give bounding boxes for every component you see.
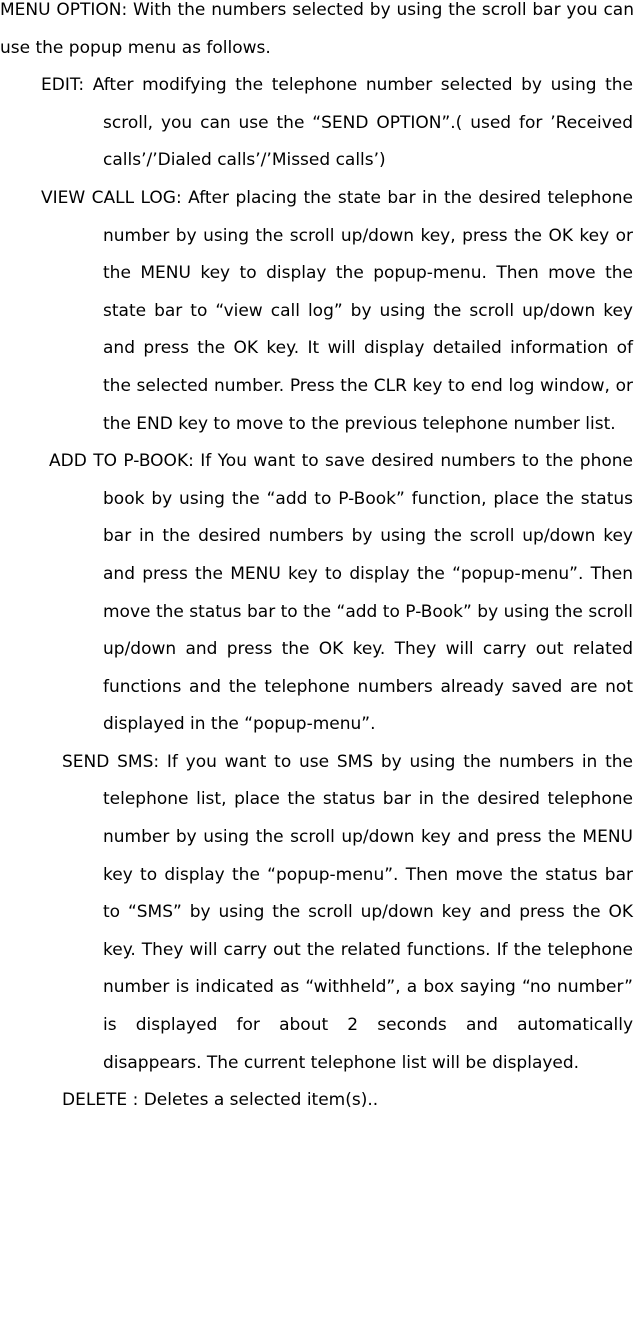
item-term-add-to-pbook: ADD TO P-BOOK: <box>49 451 194 472</box>
item-text-view-call-log: After placing the state bar in the desired telephone number by using the scroll up/down key, press the OK key or the MENU key to display the popup-menu. Then move the state bar to “view call log” by using the scroll up/down key and press the OK key. It will display detailed information of the selected number. Press the CLR key to end log window, or the END key to move to the previous telephone number list. <box>103 187 633 434</box>
item-term-edit: EDIT: <box>41 75 85 96</box>
menu-item-send-sms <box>0 744 633 1082</box>
item-text-send-sms: If you want to use SMS by using the numbers in the telephone list, place the status bar in the desired telephone number by using the scroll up/down key and press the MENU key to display the “popup-menu”. Then move the status bar to “SMS” by using the scroll up/down key and press the OK key. They will carry out the related functions. If the telephone number is indicated as “withheld”, a box saying “no number” is displayed for about 2 seconds and automatically disappears. The current telephone list will be displayed. <box>103 751 633 1073</box>
item-text-delete: Deletes a selected item(s).. <box>143 1090 379 1111</box>
menu-item-view-call-log <box>0 180 633 443</box>
intro-paragraph: MENU OPTION: With the numbers selected by using the scroll bar you can use the popup menu as follows. <box>0 0 634 58</box>
menu-item-delete <box>0 1082 633 1120</box>
item-term-send-sms: SEND SMS: <box>62 751 160 772</box>
item-text-add-to-pbook: If You want to save desired numbers to the phone book by using the “add to P-Book” function, place the status bar in the desired numbers by using the scroll up/down key and press the MENU key to display the “popup-menu”. Then move the status bar to the “add to P-Book” by using the scroll up/down and press the OK key. They will carry out related functions and the telephone numbers already saved are not displayed in the “popup-menu”. <box>103 451 634 735</box>
menu-item-edit <box>0 67 633 180</box>
menu-item-add-to-pbook <box>0 443 633 744</box>
item-term-view-call-log: VIEW CALL LOG: <box>41 187 182 208</box>
item-term-delete: DELETE : <box>62 1090 139 1111</box>
item-text-edit: After modifying the telephone number selected by using the scroll, you can use the “SEND OPTION”.( used for ’Received calls’/’Dialed calls’/’Missed calls’) <box>92 75 634 171</box>
